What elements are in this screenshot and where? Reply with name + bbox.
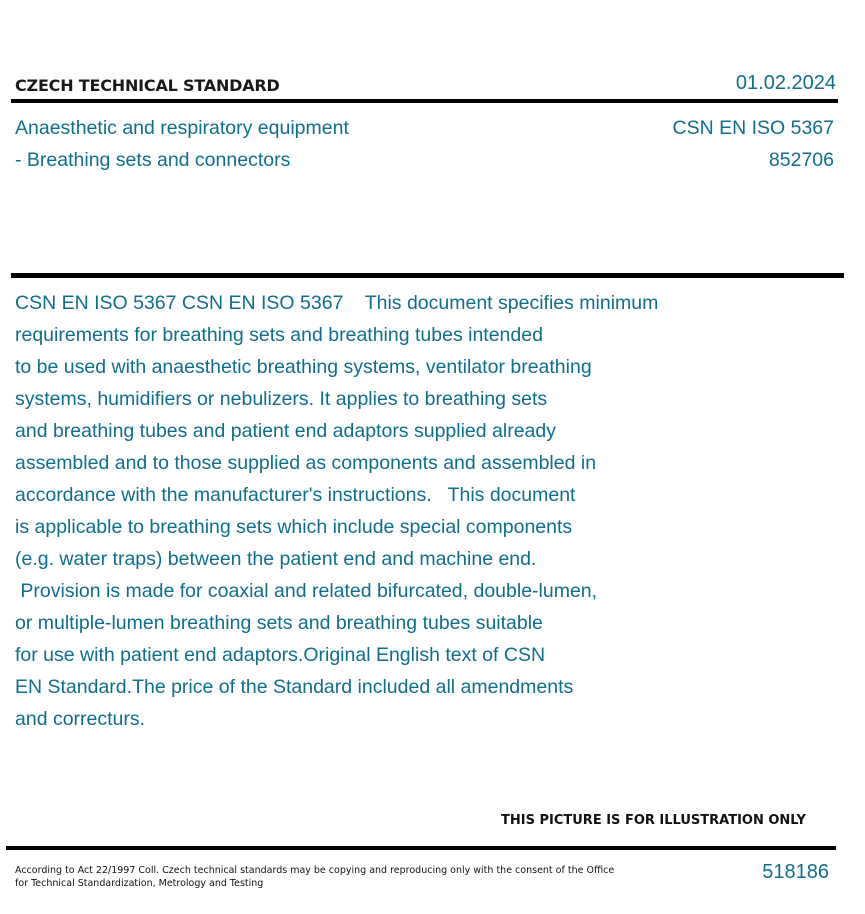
abstract-line: systems, humidifiers or nebulizers. It applies to breathing sets xyxy=(15,388,548,410)
legal-notice xyxy=(15,864,614,890)
standard-type-heading: CZECH TECHNICAL STANDARD xyxy=(15,76,280,95)
standard-number: 852706 xyxy=(768,149,834,171)
footer-rule xyxy=(6,846,836,850)
abstract-line: is applicable to breathing sets which include special components xyxy=(15,516,573,538)
abstract-line: and breathing tubes and patient end adaptors supplied already xyxy=(15,420,556,442)
header-rule xyxy=(11,99,838,103)
abstract-line: Provision is made for coaxial and related bifurcated, double-lumen, xyxy=(15,580,598,602)
legal-notice-line-1: According to Act 22/1997 Coll. Czech technical standards may be copying and reproducing only with the consent of the Office xyxy=(15,865,615,876)
abstract-line: CSN EN ISO 5367 CSN EN ISO 5367 This document specifies minimum xyxy=(15,292,659,314)
abstract-line: for use with patient end adaptors.Original English text of CSN xyxy=(15,644,546,666)
title-rule xyxy=(11,273,844,278)
abstract-line: or multiple-lumen breathing sets and breathing tubes suitable xyxy=(15,612,543,634)
abstract-line: requirements for breathing sets and breathing tubes intended xyxy=(15,324,543,346)
abstract-line: assembled and to those supplied as components and assembled in xyxy=(15,452,597,474)
illustration-note: THIS PICTURE IS FOR ILLUSTRATION ONLY xyxy=(501,813,806,828)
title-line-1: Anaesthetic and respiratory equipment xyxy=(15,117,349,139)
publication-date: 01.02.2024 xyxy=(735,72,836,94)
abstract-line: and correcturs. xyxy=(15,708,146,730)
abstract-text xyxy=(15,287,658,735)
abstract-line: (e.g. water traps) between the patient end and machine end. xyxy=(15,548,537,570)
title-line-2: - Breathing sets and connectors xyxy=(15,149,291,171)
abstract-line: to be used with anaesthetic breathing systems, ventilator breathing xyxy=(15,356,592,378)
abstract-line: accordance with the manufacturer's instructions. This document xyxy=(15,484,576,506)
standard-code: CSN EN ISO 5367 xyxy=(672,117,834,139)
abstract-line: EN Standard.The price of the Standard included all amendments xyxy=(15,676,574,698)
legal-notice-line-2: for Technical Standardization, Metrology and Testing xyxy=(15,878,264,889)
catalog-number: 518186 xyxy=(762,861,829,883)
